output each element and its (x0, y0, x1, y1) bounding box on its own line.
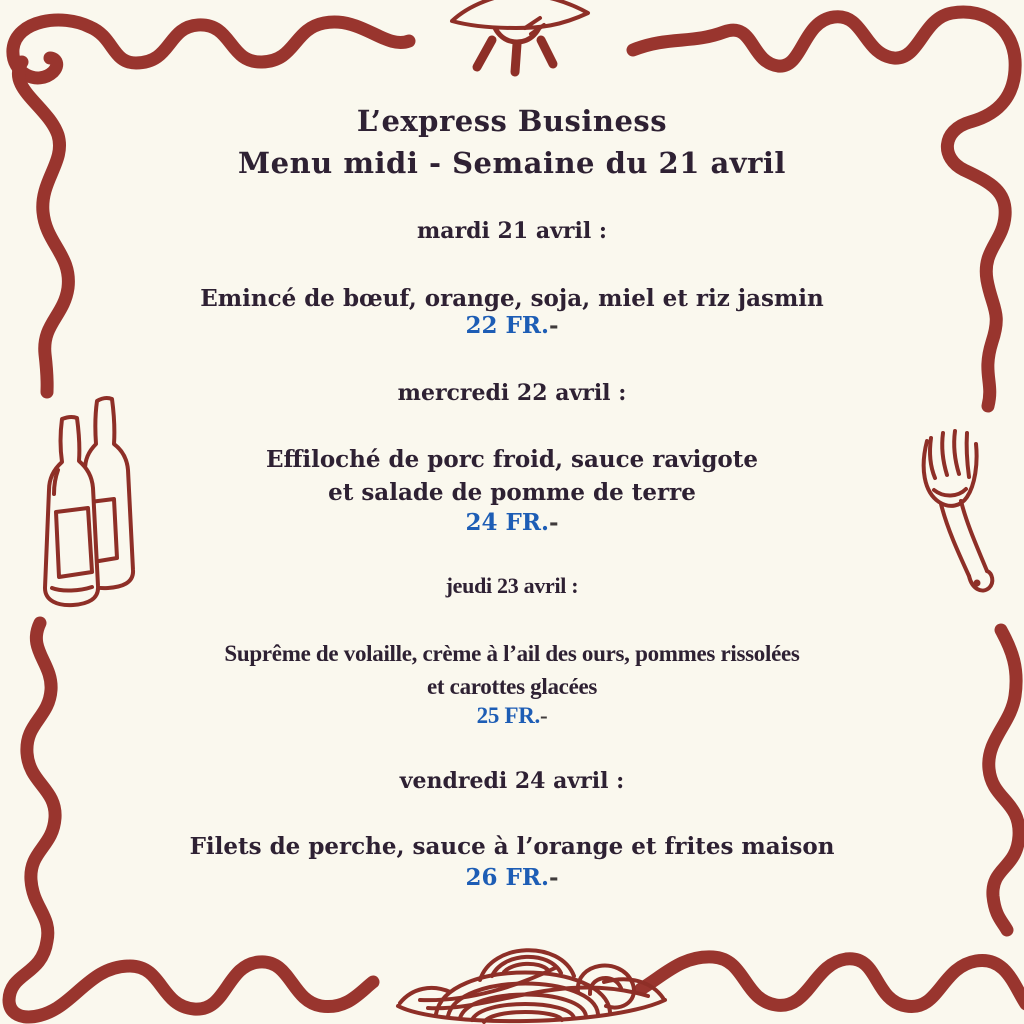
squiggle-top-left (13, 20, 409, 78)
price-value: 26 FR. (465, 864, 549, 891)
price-vendredi (0, 864, 1024, 891)
dish-line: et carottes glacées (426, 674, 598, 699)
dish-mercredi (0, 443, 1024, 509)
page-title (0, 100, 1024, 184)
spaghetti-plate-icon (398, 950, 665, 1022)
hanging-lamp-icon (452, 0, 588, 72)
dish-mardi: Emincé de bœuf, orange, soja, miel et riz jasmin (200, 285, 824, 312)
price-value: 22 FR. (465, 312, 549, 339)
squiggle-bottom-right (641, 957, 1024, 1007)
price-mardi (0, 312, 1024, 339)
price-mercredi (0, 509, 1024, 536)
page-title-line2: Menu midi - Semaine du 21 avril (238, 146, 786, 180)
price-suffix: - (540, 703, 548, 728)
price-suffix: - (548, 509, 559, 536)
squiggle-top-right (633, 12, 1015, 406)
dish-line: et salade de pomme de terre (328, 479, 696, 506)
day-header-jeudi: jeudi 23 avril : (445, 573, 579, 598)
dish-jeudi (0, 637, 1024, 703)
day-header-mercredi: mercredi 22 avril : (397, 380, 627, 406)
dish-line: Suprême de volaille, crème à l’ail des ours, pommes rissolées (224, 641, 800, 666)
dish-line: Effiloché de porc froid, sauce ravigote (265, 446, 759, 473)
price-suffix: - (548, 864, 559, 891)
day-header-vendredi: vendredi 24 avril : (399, 768, 625, 794)
price-suffix: - (548, 312, 559, 339)
lamp-rays (477, 40, 553, 72)
price-value: 24 FR. (465, 509, 549, 536)
price-value: 25 FR. (476, 703, 540, 728)
price-jeudi (0, 703, 1024, 729)
dish-vendredi: Filets de perche, sauce à l’orange et frites maison (189, 833, 835, 860)
page-title-line1: L’express Business (356, 104, 668, 138)
day-header-mardi: mardi 21 avril : (417, 218, 607, 244)
